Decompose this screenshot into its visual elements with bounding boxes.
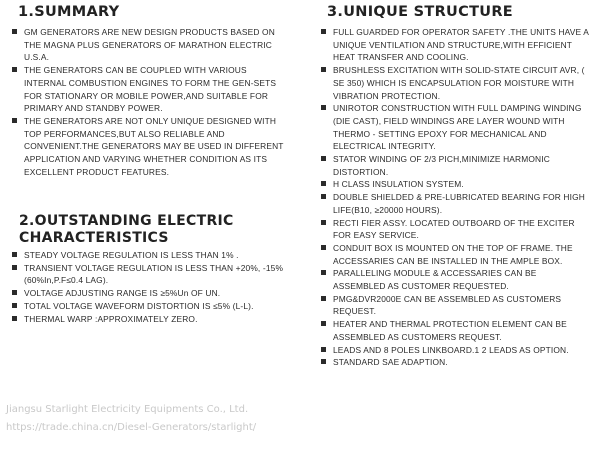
- list-item: [319, 153, 591, 178]
- watermark-url: https://trade.china.cn/Diesel-Generators/starlight/: [6, 422, 257, 433]
- list-item: [319, 242, 591, 267]
- list-item-text: FULL GUARDED FOR OPERATOR SAFETY .THE UNITS HAVE A UNIQUE VENTILATION AND STRUCTURE,WITH EFFICIENT HEAT TRANSFER AND COOLING.: [333, 27, 589, 63]
- list-item-text: TOTAL VOLTAGE WAVEFORM DISTORTION IS ≤5% (L-L).: [24, 300, 254, 311]
- bullet-square-icon: [12, 316, 17, 321]
- list-item-text: PARALLELING MODULE & ACCESSARIES CAN BE ASSEMBLED AS CUSTOMER REQUESTED.: [333, 268, 537, 292]
- bullet-square-icon: [12, 67, 17, 72]
- bullet-square-icon: [321, 156, 326, 161]
- list-item-text: HEATER AND THERMAL PROTECTION ELEMENT CAN BE ASSEMBLED AS CUSTOMERS REQUEST.: [333, 319, 567, 342]
- list-item-text: THE GENERATORS CAN BE COUPLED WITH VARIOUS INTERNAL COMBUSTION ENGINES TO FORM THE GEN-SETS FOR STATIONARY OR MOBILE POWER,AND SUITABLE FOR PRIMARY AND STANDBY POWER.: [24, 65, 277, 114]
- bullet-square-icon: [321, 245, 326, 250]
- bullet-square-icon: [12, 29, 17, 34]
- list-item-text: STATOR WINDING OF 2/3 PICH,MINIMIZE HARMONIC DISTORTION.: [333, 154, 550, 177]
- list-item-text: VOLTAGE ADJUSTING RANGE IS ≥5%Un OF UN.: [24, 288, 221, 299]
- list-item: [319, 267, 591, 292]
- list-item: [10, 115, 286, 179]
- list-item-text: THERMAL WARP :APPROXIMATELY ZERO.: [24, 313, 198, 324]
- list-item-text: LEADS AND 8 POLES LINKBOARD.1 2 LEADS AS OPTION.: [333, 344, 569, 355]
- list-item: [10, 287, 286, 300]
- list-item: [319, 318, 591, 343]
- bullet-square-icon: [12, 265, 17, 270]
- list-item: [319, 344, 591, 357]
- bullet-square-icon: [321, 67, 326, 72]
- bullet-square-icon: [321, 29, 326, 34]
- bullet-square-icon: [321, 296, 326, 301]
- list-item: [10, 26, 286, 64]
- bullet-square-icon: [12, 252, 17, 257]
- list-item: [319, 64, 591, 102]
- bullet-square-icon: [12, 303, 17, 308]
- bullet-square-icon: [12, 290, 17, 295]
- list-item-text: DOUBLE SHIELDED & PRE-LUBRICATED BEARING FOR HIGH LIFE(B10, ≥20000 HOURS).: [333, 192, 585, 215]
- list-item-text: STANDARD SAE ADAPTION.: [333, 357, 448, 368]
- bullet-square-icon: [321, 220, 326, 225]
- list-item-text: GM GENERATORS ARE NEW DESIGN PRODUCTS BASED ON THE MAGNA PLUS GENERATORS OF MARATHON ELECTRIC U.S.A.: [24, 27, 275, 63]
- list-item: [10, 64, 286, 115]
- list-item-text: RECTI FIER ASSY. LOCATED OUTBOARD OF THE EXCITER FOR EASY SERVICE.: [333, 217, 575, 241]
- list-item-text: TRANSIENT VOLTAGE REGULATION IS LESS THAN +20%, -15%(60%In,P.F≤0.4 LAG).: [24, 262, 284, 286]
- bullet-square-icon: [321, 105, 326, 110]
- bullet-square-icon: [12, 118, 17, 123]
- bullet-square-icon: [321, 194, 326, 199]
- list-item: [319, 356, 591, 369]
- list-item: [319, 293, 591, 318]
- unique-list: [319, 26, 591, 369]
- list-item-text: STEADY VOLTAGE REGULATION IS LESS THAN 1% .: [24, 250, 239, 260]
- bullet-square-icon: [321, 270, 326, 275]
- list-item: [10, 262, 286, 287]
- list-item: [10, 249, 286, 262]
- summary-heading: 1.SUMMARY: [18, 4, 120, 20]
- list-item: [319, 191, 591, 216]
- list-item: [10, 300, 286, 313]
- watermark-company: Jiangsu Starlight Electricity Equipments Co., Ltd.: [6, 404, 249, 415]
- list-item-text: UNIROTOR CONSTRUCTION WITH FULL DAMPING WINDING (DIE CAST), FIELD WINDINGS ARE LAYER WOUND WITH THERMO - SETTING EPOXY FOR MECHANICAL AND ELECTRICAL INTEGRITY.: [333, 103, 582, 152]
- list-item-text: THE GENERATORS ARE NOT ONLY UNIQUE DESIGNED WITH TOP PERFORMANCES,BUT ALSO RELIABLE AND CONVENIENT.THE GENERATORS MAY BE USED IN DIFFERENT APPLICATION AND VARYING WHETHER CONDITION AS ITS EXCELLENT PRODUCT FEATURES.: [24, 115, 284, 177]
- list-item-text: H CLASS INSULATION SYSTEM.: [333, 179, 464, 190]
- bullet-square-icon: [321, 321, 326, 326]
- list-item: [319, 26, 591, 64]
- list-item-text: BRUSHLESS EXCITATION WITH SOLID-STATE CIRCUIT AVR, ( SE 350) WHICH IS ENCAPSULATION FOR MOISTURE WITH VIBRATION PROTECTION.: [333, 65, 585, 101]
- list-item-text: CONDUIT BOX IS MOUNTED ON THE TOP OF FRAME. THE ACCESSARIES CAN BE INSTALLED IN THE AMPLE BOX.: [333, 242, 573, 266]
- list-item: [10, 313, 286, 326]
- list-item: [319, 217, 591, 242]
- unique-heading: 3.UNIQUE STRUCTURE: [327, 4, 514, 20]
- summary-list: [10, 26, 286, 178]
- outstanding-list: [10, 249, 286, 325]
- bullet-square-icon: [321, 181, 326, 186]
- list-item-text: PMG&DVR2000E CAN BE ASSEMBLED AS CUSTOMERS REQUEST.: [333, 293, 562, 317]
- outstanding-heading: 2.OUTSTANDING ELECTRIC CHARACTERISTICS: [19, 213, 234, 246]
- bullet-square-icon: [321, 359, 326, 364]
- bullet-square-icon: [321, 347, 326, 352]
- list-item: [319, 102, 591, 153]
- list-item: [319, 178, 591, 191]
